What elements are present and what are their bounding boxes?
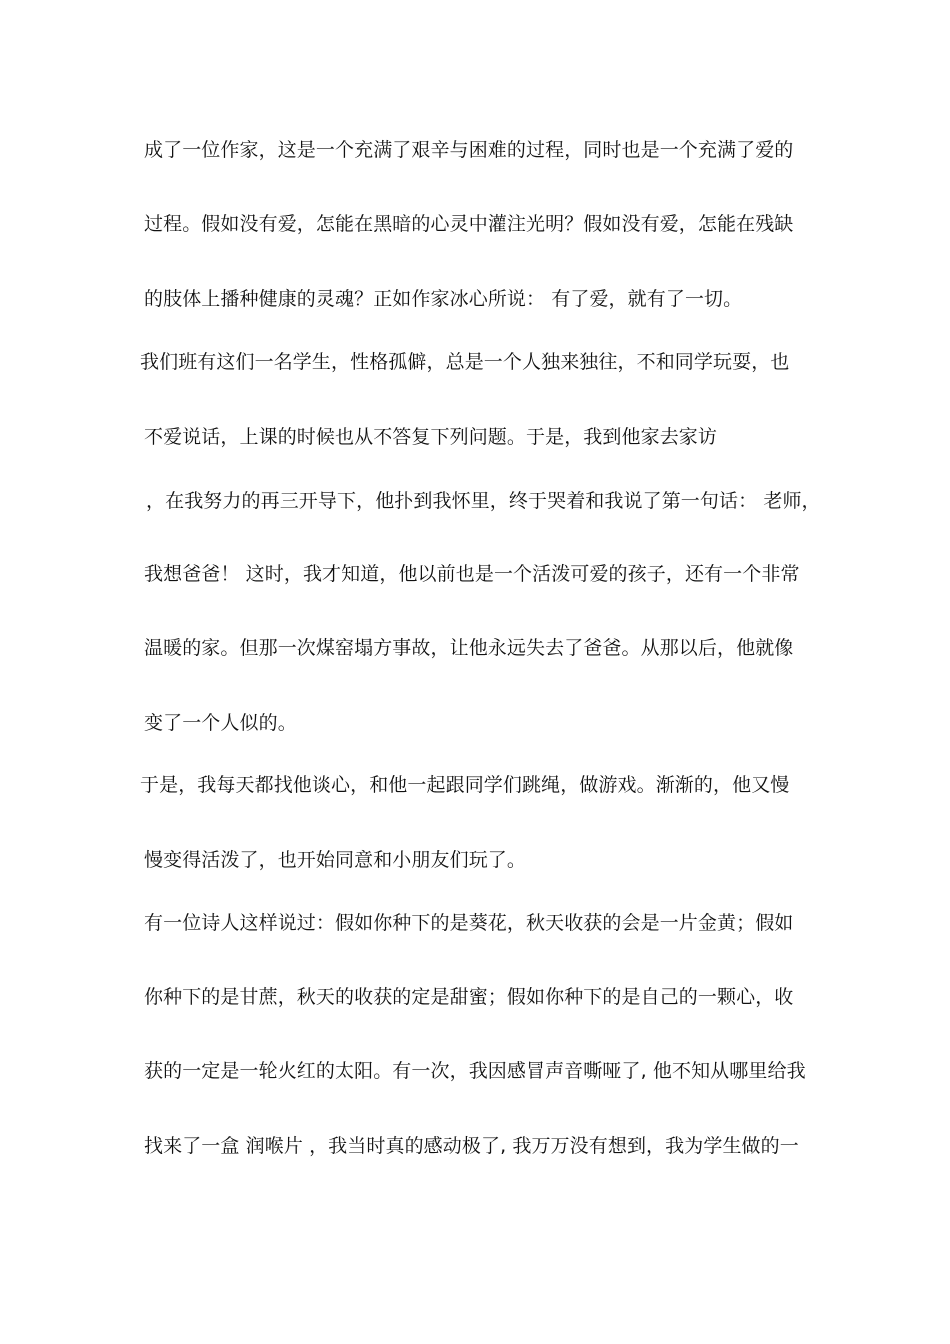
text-line: ，在我努力的再三开导下，他扑到我怀里，终于哭着和我说了第一句话： 老师， [146,490,821,512]
text-line: 的肢体上播种健康的灵魂？正如作家冰心所说： 有了爱，就有了一切。 [144,288,743,310]
text-line: 有一位诗人这样说过：假如你种下的是葵花，秋天收获的会是一片金黄；假如 [144,912,794,934]
text-line: 成了一位作家，这是一个充满了艰辛与困难的过程，同时也是一个充满了爱的 [144,139,794,161]
text-line: 温暖的家。但那一次煤窑塌方事故，让他永远失去了爸爸。从那以后，他就像 [144,637,794,659]
text-line: 变了一个人似的。 [144,712,297,734]
text-line: 获的一定是一轮火红的太阳。有一次，我因感冒声音嘶哑了, 他不知从哪里给我 [144,1060,806,1082]
text-line: 过程。假如没有爱，怎能在黑暗的心灵中灌注光明？假如没有爱，怎能在残缺 [144,213,794,235]
text-line: 找来了一盒 润喉片 ，我当时真的感动极了, 我万万没有想到，我为学生做的一 [144,1135,799,1157]
text-line: 不爱说话，上课的时候也从不答复下列问题。于是，我到他家去家访 [144,426,718,448]
text-line: 我们班有这们一名学生，性格孤僻，总是一个人独来独往，不和同学玩耍，也 [140,351,790,373]
text-line: 慢变得活泼了，也开始同意和小朋友们玩了。 [144,849,527,871]
text-line: 于是，我每天都找他谈心，和他一起跟同学们跳绳，做游戏。渐渐的，他又慢 [140,774,790,796]
text-line: 你种下的是甘蔗，秋天的收获的定是甜蜜；假如你种下的是自己的一颗心，收 [144,986,794,1008]
text-line: 我想爸爸！ 这时，我才知道，他以前也是一个活泼可爱的孩子，还有一个非常 [144,563,800,585]
